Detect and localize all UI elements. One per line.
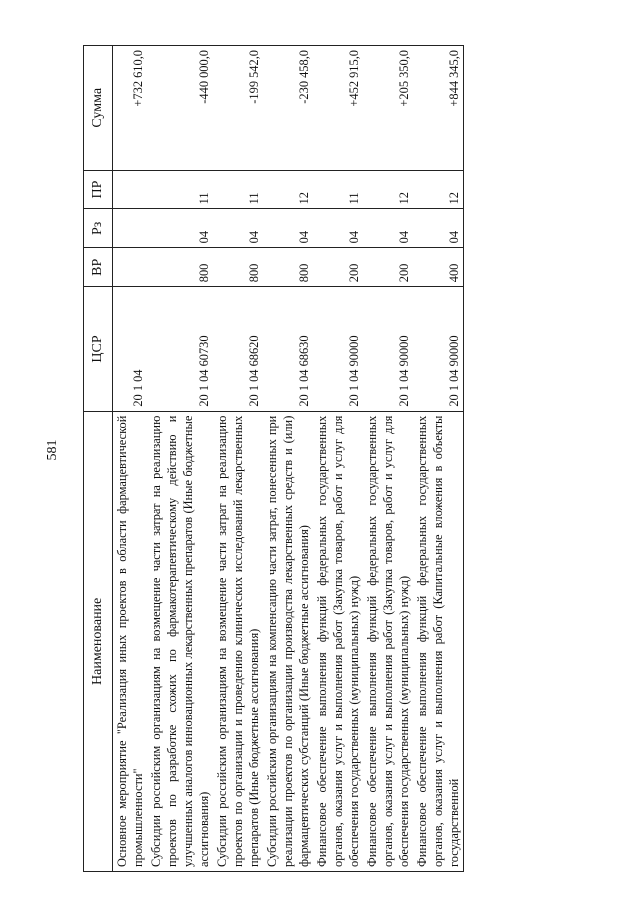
row-name: Субсидии российским организациям на возмещение части затрат на реализацию проектов по разработке схожих по фармакотерапевтическому действию и улучшенных аналогов инновационных лекарственных препаратов (Иные бюджетные ассигнования)	[147, 411, 213, 871]
table-row	[113, 46, 148, 872]
row-vr: 200	[313, 248, 363, 287]
row-sum: +205 350,0	[363, 46, 413, 171]
row-rz: 04	[313, 209, 363, 248]
header-sum: Сумма	[84, 46, 113, 171]
row-rz: 04	[147, 209, 213, 248]
row-csr: 20 1 04 90000	[313, 287, 363, 411]
row-pr: 11	[147, 170, 213, 209]
row-vr: 400	[413, 248, 464, 287]
row-csr: 20 1 04 68630	[263, 287, 313, 411]
row-name: Финансовое обеспечение выполнения функций федеральных государственных органов, оказания услуг и выполнения работ (Закупка товаров, работ и услуг для обеспечения государственных (муниципальных) нужд)	[313, 411, 363, 871]
row-name: Финансовое обеспечение выполнения функций федеральных государственных органов, оказания услуг и выполнения работ (Капитальные вложения в объекты государственной	[413, 411, 464, 871]
row-rz: 04	[363, 209, 413, 248]
row-name: Финансовое обеспечение выполнения функций федеральных государственных органов, оказания услуг и выполнения работ (Закупка товаров, работ и услуг для обеспечения государственных (муниципальных) нужд)	[363, 411, 413, 871]
row-pr: 11	[213, 170, 263, 209]
page-number: 581	[45, 439, 60, 461]
header-rz: Рз	[84, 209, 113, 248]
row-pr: 12	[413, 170, 464, 209]
table-header-row	[84, 46, 113, 872]
row-rz: 04	[413, 209, 464, 248]
row-vr: 800	[213, 248, 263, 287]
header-csr: ЦСР	[84, 287, 113, 411]
table-row	[213, 46, 263, 872]
row-pr	[113, 170, 148, 209]
rotated-page	[45, 20, 590, 880]
row-sum: -199 542,0	[213, 46, 263, 171]
header-name: Наименование	[84, 411, 113, 871]
row-vr: 200	[363, 248, 413, 287]
row-sum: +844 345,0	[413, 46, 464, 171]
row-csr: 20 1 04 60730	[147, 287, 213, 411]
row-csr: 20 1 04 68620	[213, 287, 263, 411]
table-row	[363, 46, 413, 872]
row-rz: 04	[263, 209, 313, 248]
table-row	[313, 46, 363, 872]
row-csr: 20 1 04 90000	[413, 287, 464, 411]
row-vr	[113, 248, 148, 287]
header-vr: ВР	[84, 248, 113, 287]
row-csr: 20 1 04	[113, 287, 148, 411]
row-sum: -440 000,0	[147, 46, 213, 171]
row-rz: 04	[213, 209, 263, 248]
row-csr: 20 1 04 90000	[363, 287, 413, 411]
table-row	[413, 46, 464, 872]
row-pr: 12	[363, 170, 413, 209]
table-row	[147, 46, 213, 872]
row-pr: 12	[263, 170, 313, 209]
row-sum: +732 610,0	[113, 46, 148, 171]
row-vr: 800	[263, 248, 313, 287]
row-vr: 800	[147, 248, 213, 287]
row-rz	[113, 209, 148, 248]
budget-table	[83, 45, 464, 872]
row-sum: +452 915,0	[313, 46, 363, 171]
row-sum: -230 458,0	[263, 46, 313, 171]
row-pr: 11	[313, 170, 363, 209]
header-pr: ПР	[84, 170, 113, 209]
table-row	[263, 46, 313, 872]
row-name: Субсидии российским организациям на возмещение части затрат на реализацию проектов по организации и проведению клинических исследований лекарственных препаратов (Иные бюджетные ассигнования)	[213, 411, 263, 871]
row-name: Субсидии российским организациям на компенсацию части затрат, понесенных при реализации проектов по организации производства лекарственных средств и (или) фармацевтических субстанций (Иные бюджетные ассигнования)	[263, 411, 313, 871]
row-name: Основное мероприятие "Реализация иных проектов в области фармацевтической промышленности"	[113, 411, 148, 871]
